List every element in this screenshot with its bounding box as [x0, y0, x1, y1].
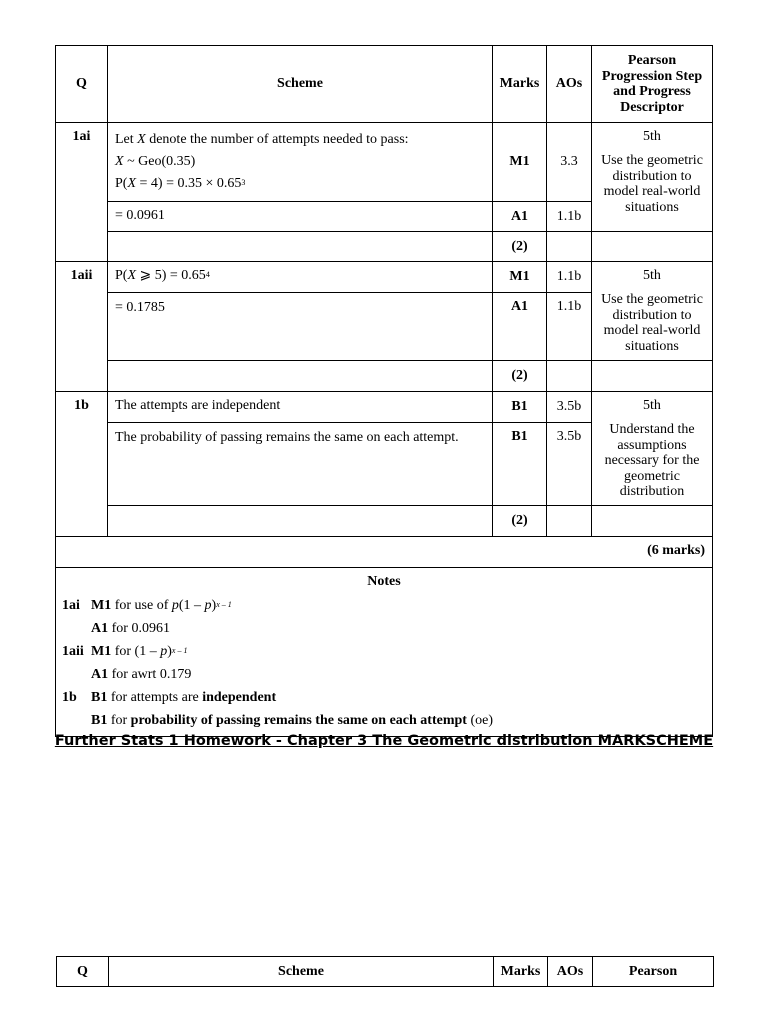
progression-step: 5th — [643, 129, 661, 144]
header-marks: Marks — [493, 46, 547, 123]
progression-cell-empty — [592, 232, 713, 262]
ao-cell: 3.5b — [547, 392, 592, 423]
header-scheme: Scheme — [109, 957, 494, 987]
scheme-cell: The probability of passing remains the same on each attempt. — [108, 423, 493, 506]
progression-cell-empty — [592, 506, 713, 537]
note-line: A1 for awrt 0.179 — [91, 667, 192, 682]
progression-descriptor: Use the geometric distribution to model real-world situations — [601, 153, 703, 215]
table-row — [56, 262, 713, 293]
subtotal-row — [56, 232, 713, 262]
progression-cell — [592, 392, 713, 506]
note-line: A1 for 0.0961 — [91, 621, 170, 636]
subtotal-row — [56, 506, 713, 537]
question-label: 1aii — [56, 262, 108, 392]
subtotal-cell: (2) — [493, 361, 547, 392]
scheme-cell-empty — [108, 232, 493, 262]
ao-cell: 1.1b — [547, 293, 592, 361]
document-title: Further Stats 1 Homework - Chapter 3 The Geometric distribution MARKSCHEME — [54, 733, 714, 749]
header-row — [57, 957, 714, 987]
note-line: 1ai M1 for use of p(1 – p)$^{x - 1}$ — [62, 598, 232, 613]
ao-cell-empty — [547, 506, 592, 537]
ao-cell: 3.5b — [547, 423, 592, 506]
ao-cell-empty — [547, 232, 592, 262]
ao-cell: 1.1b — [547, 202, 592, 232]
total-marks: (6 marks) — [56, 537, 713, 568]
notes-cell — [56, 568, 713, 737]
mark-cell: A1 — [493, 202, 547, 232]
progression-cell — [592, 262, 713, 361]
ao-cell: 3.3 — [547, 123, 592, 202]
header-row — [56, 46, 713, 123]
mark-cell: A1 — [493, 293, 547, 361]
scheme-cell-empty — [108, 361, 493, 392]
question-label: 1ai — [56, 123, 108, 262]
note-line: B1 for probability of passing remains the same on each attempt (oe) — [91, 713, 493, 728]
question-label: 1b — [56, 392, 108, 537]
mark-cell: M1 — [493, 123, 547, 202]
progression-cell-empty — [592, 361, 713, 392]
mark-cell: M1 — [493, 262, 547, 293]
total-row — [56, 537, 713, 568]
scheme-cell: Let X denote the number of attempts needed to pass: X ~ Geo(0.35) $P(X = 4) = 0.35 \times 0.65^3$ — [108, 123, 493, 202]
mark-cell: B1 — [493, 423, 547, 506]
ao-cell-empty — [547, 361, 592, 392]
header-pearson: Pearson Progression Step and Progress Descriptor — [592, 46, 713, 123]
header-scheme: Scheme — [108, 46, 493, 123]
notes-title: Notes — [367, 574, 401, 589]
progression-cell — [592, 123, 713, 232]
subtotal-cell: (2) — [493, 232, 547, 262]
notes-row — [56, 568, 713, 737]
subtotal-cell: (2) — [493, 506, 547, 537]
progression-step: 5th — [643, 398, 661, 413]
note-line: 1b B1 for attempts are independent — [62, 690, 277, 705]
mark-cell: B1 — [493, 392, 547, 423]
ao-cell: 1.1b — [547, 262, 592, 293]
markscheme-table — [55, 45, 713, 737]
scheme-cell-empty — [108, 506, 493, 537]
header-aos: AOs — [547, 46, 592, 123]
note-line: 1aii M1 for (1 – p)$^{x - 1}$ — [62, 644, 188, 659]
table-row — [56, 392, 713, 423]
next-page-table-header — [56, 956, 714, 987]
subtotal-row — [56, 361, 713, 392]
header-aos: AOs — [548, 957, 593, 987]
scheme-cell: The attempts are independent — [108, 392, 493, 423]
progression-descriptor: Use the geometric distribution to model real-world situations — [601, 292, 703, 354]
header-pearson: Pearson — [593, 957, 714, 987]
scheme-cell: P(X ⩾ $5) = 0.65^4$ — [108, 262, 493, 293]
scheme-cell: = 0.0961 — [108, 202, 493, 232]
scheme-cell: = 0.1785 — [108, 293, 493, 361]
progression-descriptor: Understand the assumptions necessary for the geometric distribution — [604, 422, 700, 499]
header-q: Q — [57, 957, 109, 987]
progression-step: 5th — [643, 268, 661, 283]
header-q: Q — [56, 46, 108, 123]
header-marks: Marks — [494, 957, 548, 987]
table-row — [56, 123, 713, 202]
